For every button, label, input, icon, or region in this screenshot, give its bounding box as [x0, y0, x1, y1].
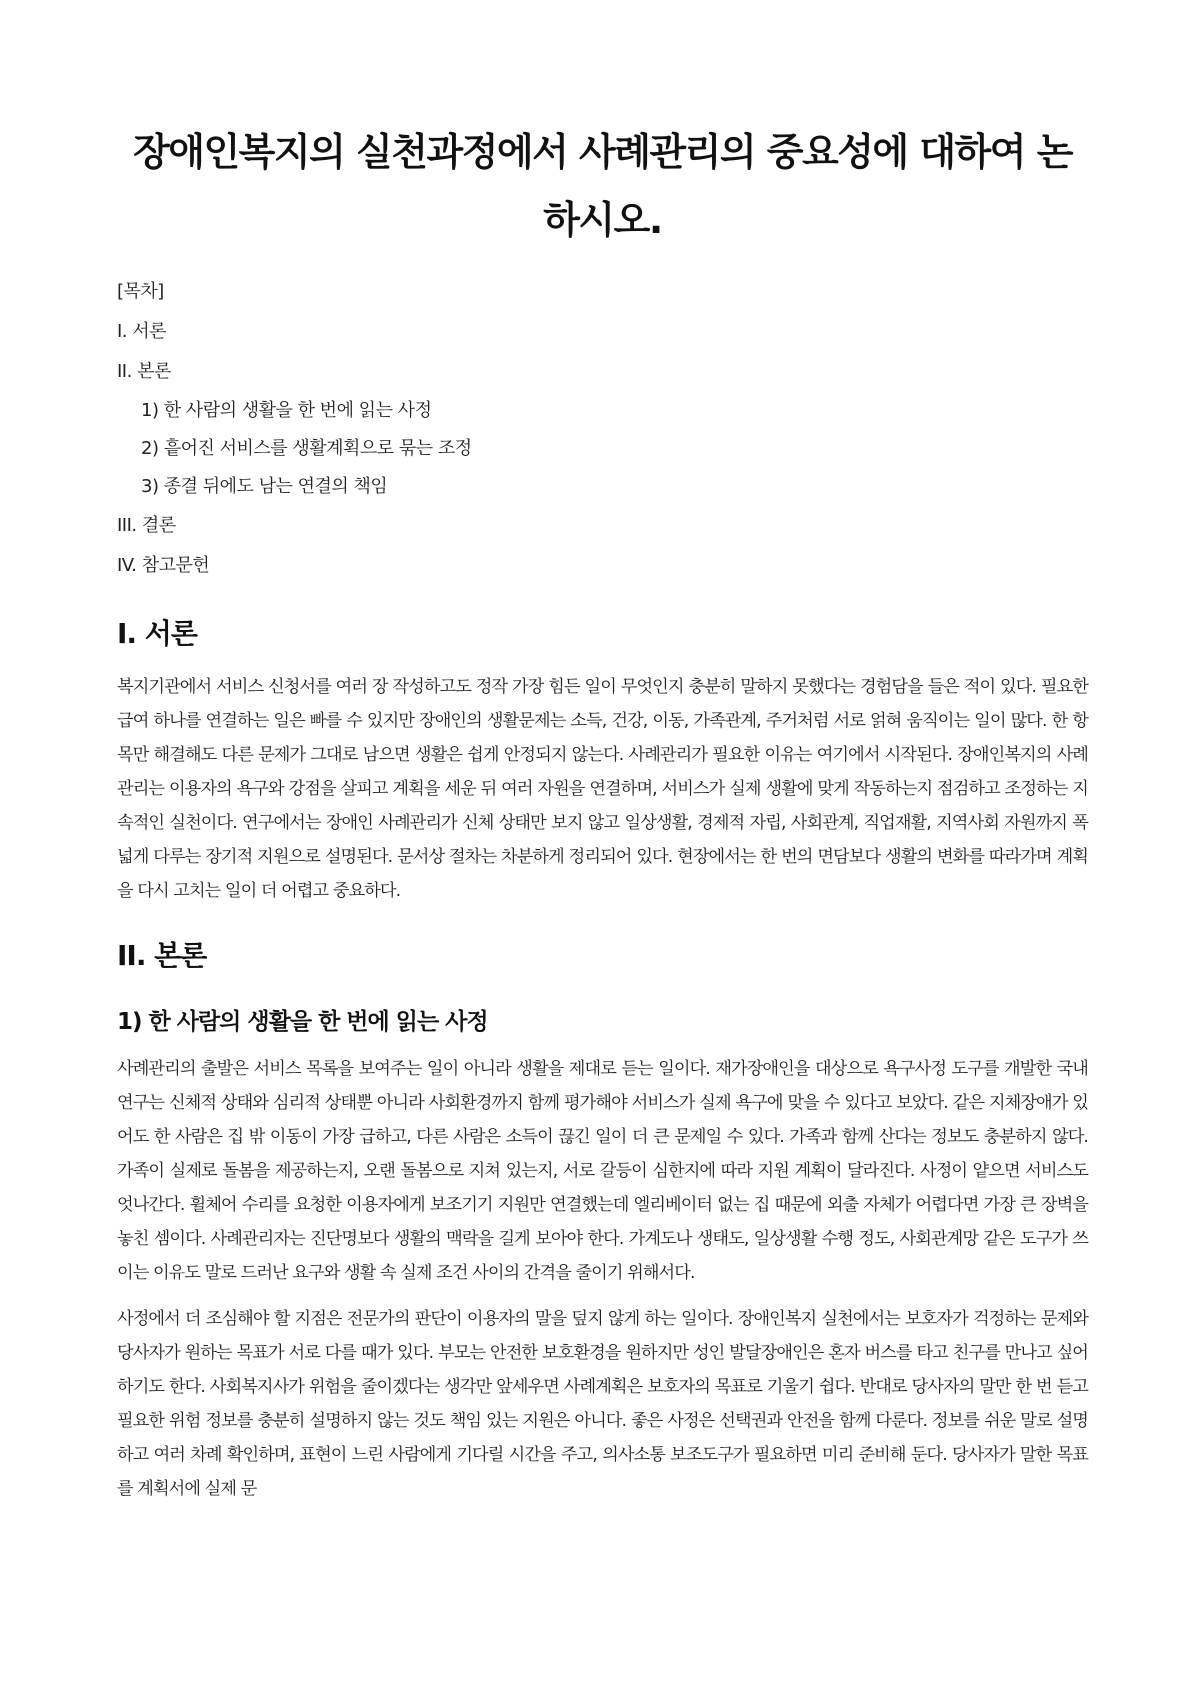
toc-subitem: 1) 한 사람의 생활을 한 번에 읽는 사정	[141, 400, 432, 421]
introduction-paragraph: 복지기관에서 서비스 신청서를 여러 장 작성하고도 정작 가장 힘든 일이 무엇인지 충분히 말하지 못했다는 경험담을 들은 적이 있다. 필요한 급여 하나를 연결하는 일은 빠를 수 있지만 장애인의 생활문제는 소득, 건강, 이동, 가족관계, 주거처럼 서로 얽혀 움직이는 일이 많다. 한 항목만 해결해도 다른 문제가 그대로 남으면 생활은 쉽게 안정되지 않는다. 사례관리가 필요한 이유는 여기에서 시작된다. 장애인복지의 사례관리는 이용자의 욕구와 강점을 살피고 계획을 세운 뒤 여러 자원을 연결하며, 서비스가 실제 생활에 맞게 작동하는지 점검하고 조정하는 지속적인 실천이다. 연구에서는 장애인 사례관리가 신체 상태만 보지 않고 일상생활, 경제적 자립, 사회관계, 직업재활, 지역사회 자원까지 폭넓게 다루는 장기적 지원으로 설명된다. 문서상 절차는 차분하게 정리되어 있다. 현장에서는 한 번의 면담보다 생활의 변화를 따라가며 계획을 다시 고치는 일이 더 어렵고 중요하다.	[117, 677, 1088, 901]
toc-subitem: 2) 흩어진 서비스를 생활계획으로 묶는 조정	[141, 438, 472, 459]
toc-item: IV. 참고문헌	[117, 555, 210, 576]
body-paragraph: 사례관리의 출발은 서비스 목록을 보여주는 일이 아니라 생활을 제대로 듣는 일이다. 재가장애인을 대상으로 욕구사정 도구를 개발한 국내 연구는 신체적 상태와 심리적 상태뿐 아니라 사회환경까지 함께 평가해야 서비스가 실제 욕구에 맞을 수 있다고 보았다. 같은 지체장애가 있어도 한 사람은 집 밖 이동이 가장 급하고, 다른 사람은 소득이 끊긴 일이 더 큰 문제일 수 있다. 가족과 함께 산다는 정보도 충분하지 않다. 가족이 실제로 돌봄을 제공하는지, 오랜 돌봄으로 지쳐 있는지, 서로 갈등이 심한지에 따라 지원 계획이 달라진다. 사정이 얕으면 서비스도 엇나간다. 휠체어 수리를 요청한 이용자에게 보조기기 지원만 연결했는데 엘리베이터 없는 집 때문에 외출 자체가 어렵다면 가장 큰 장벽을 놓친 셈이다. 사례관리자는 진단명보다 생활의 맥락을 길게 보아야 한다. 가계도나 생태도, 일상생활 수행 정도, 사회관계망 같은 도구가 쓰이는 이유도 말로 드러난 요구와 생활 속 실제 조건 사이의 간격을 줄이기 위해서다.	[117, 1059, 1088, 1283]
toc-heading: [목차]	[117, 281, 164, 302]
toc-item: II. 본론	[117, 361, 171, 382]
toc-item: III. 결론	[117, 515, 176, 536]
toc-subitem: 3) 종결 뒤에도 남는 연결의 책임	[141, 476, 388, 497]
section-heading-introduction: I. 서론	[117, 617, 197, 650]
toc-item: I. 서론	[117, 321, 167, 342]
table-of-contents	[117, 272, 1088, 586]
document-title: 장애인복지의 실천과정에서 사례관리의 중요성에 대하여 논하시오.	[133, 130, 1072, 242]
subsection-heading-assessment: 1) 한 사람의 생활을 한 번에 읽는 사정	[117, 1009, 488, 1035]
section-heading-body: II. 본론	[117, 939, 207, 972]
body-paragraph: 사정에서 더 조심해야 할 지점은 전문가의 판단이 이용자의 말을 덮지 않게 하는 일이다. 장애인복지 실천에서는 보호자가 걱정하는 문제와 당사자가 원하는 목표가 서로 다를 때가 있다. 부모는 안전한 보호환경을 원하지만 성인 발달장애인은 혼자 버스를 타고 친구를 만나고 싶어하기도 한다. 사회복지사가 위험을 줄이겠다는 생각만 앞세우면 사례계획은 보호자의 목표로 기울기 쉽다. 반대로 당사자의 말만 한 번 듣고 필요한 위험 정보를 충분히 설명하지 않는 것도 책임 있는 지원은 아니다. 좋은 사정은 선택권과 안전을 함께 다룬다. 정보를 쉬운 말로 설명하고 여러 차례 확인하며, 표현이 느린 사람에게 기다릴 시간을 주고, 의사소통 보조도구가 필요하면 미리 준비해 둔다. 당사자가 말한 목표를 계획서에 실제 문	[117, 1309, 1088, 1499]
